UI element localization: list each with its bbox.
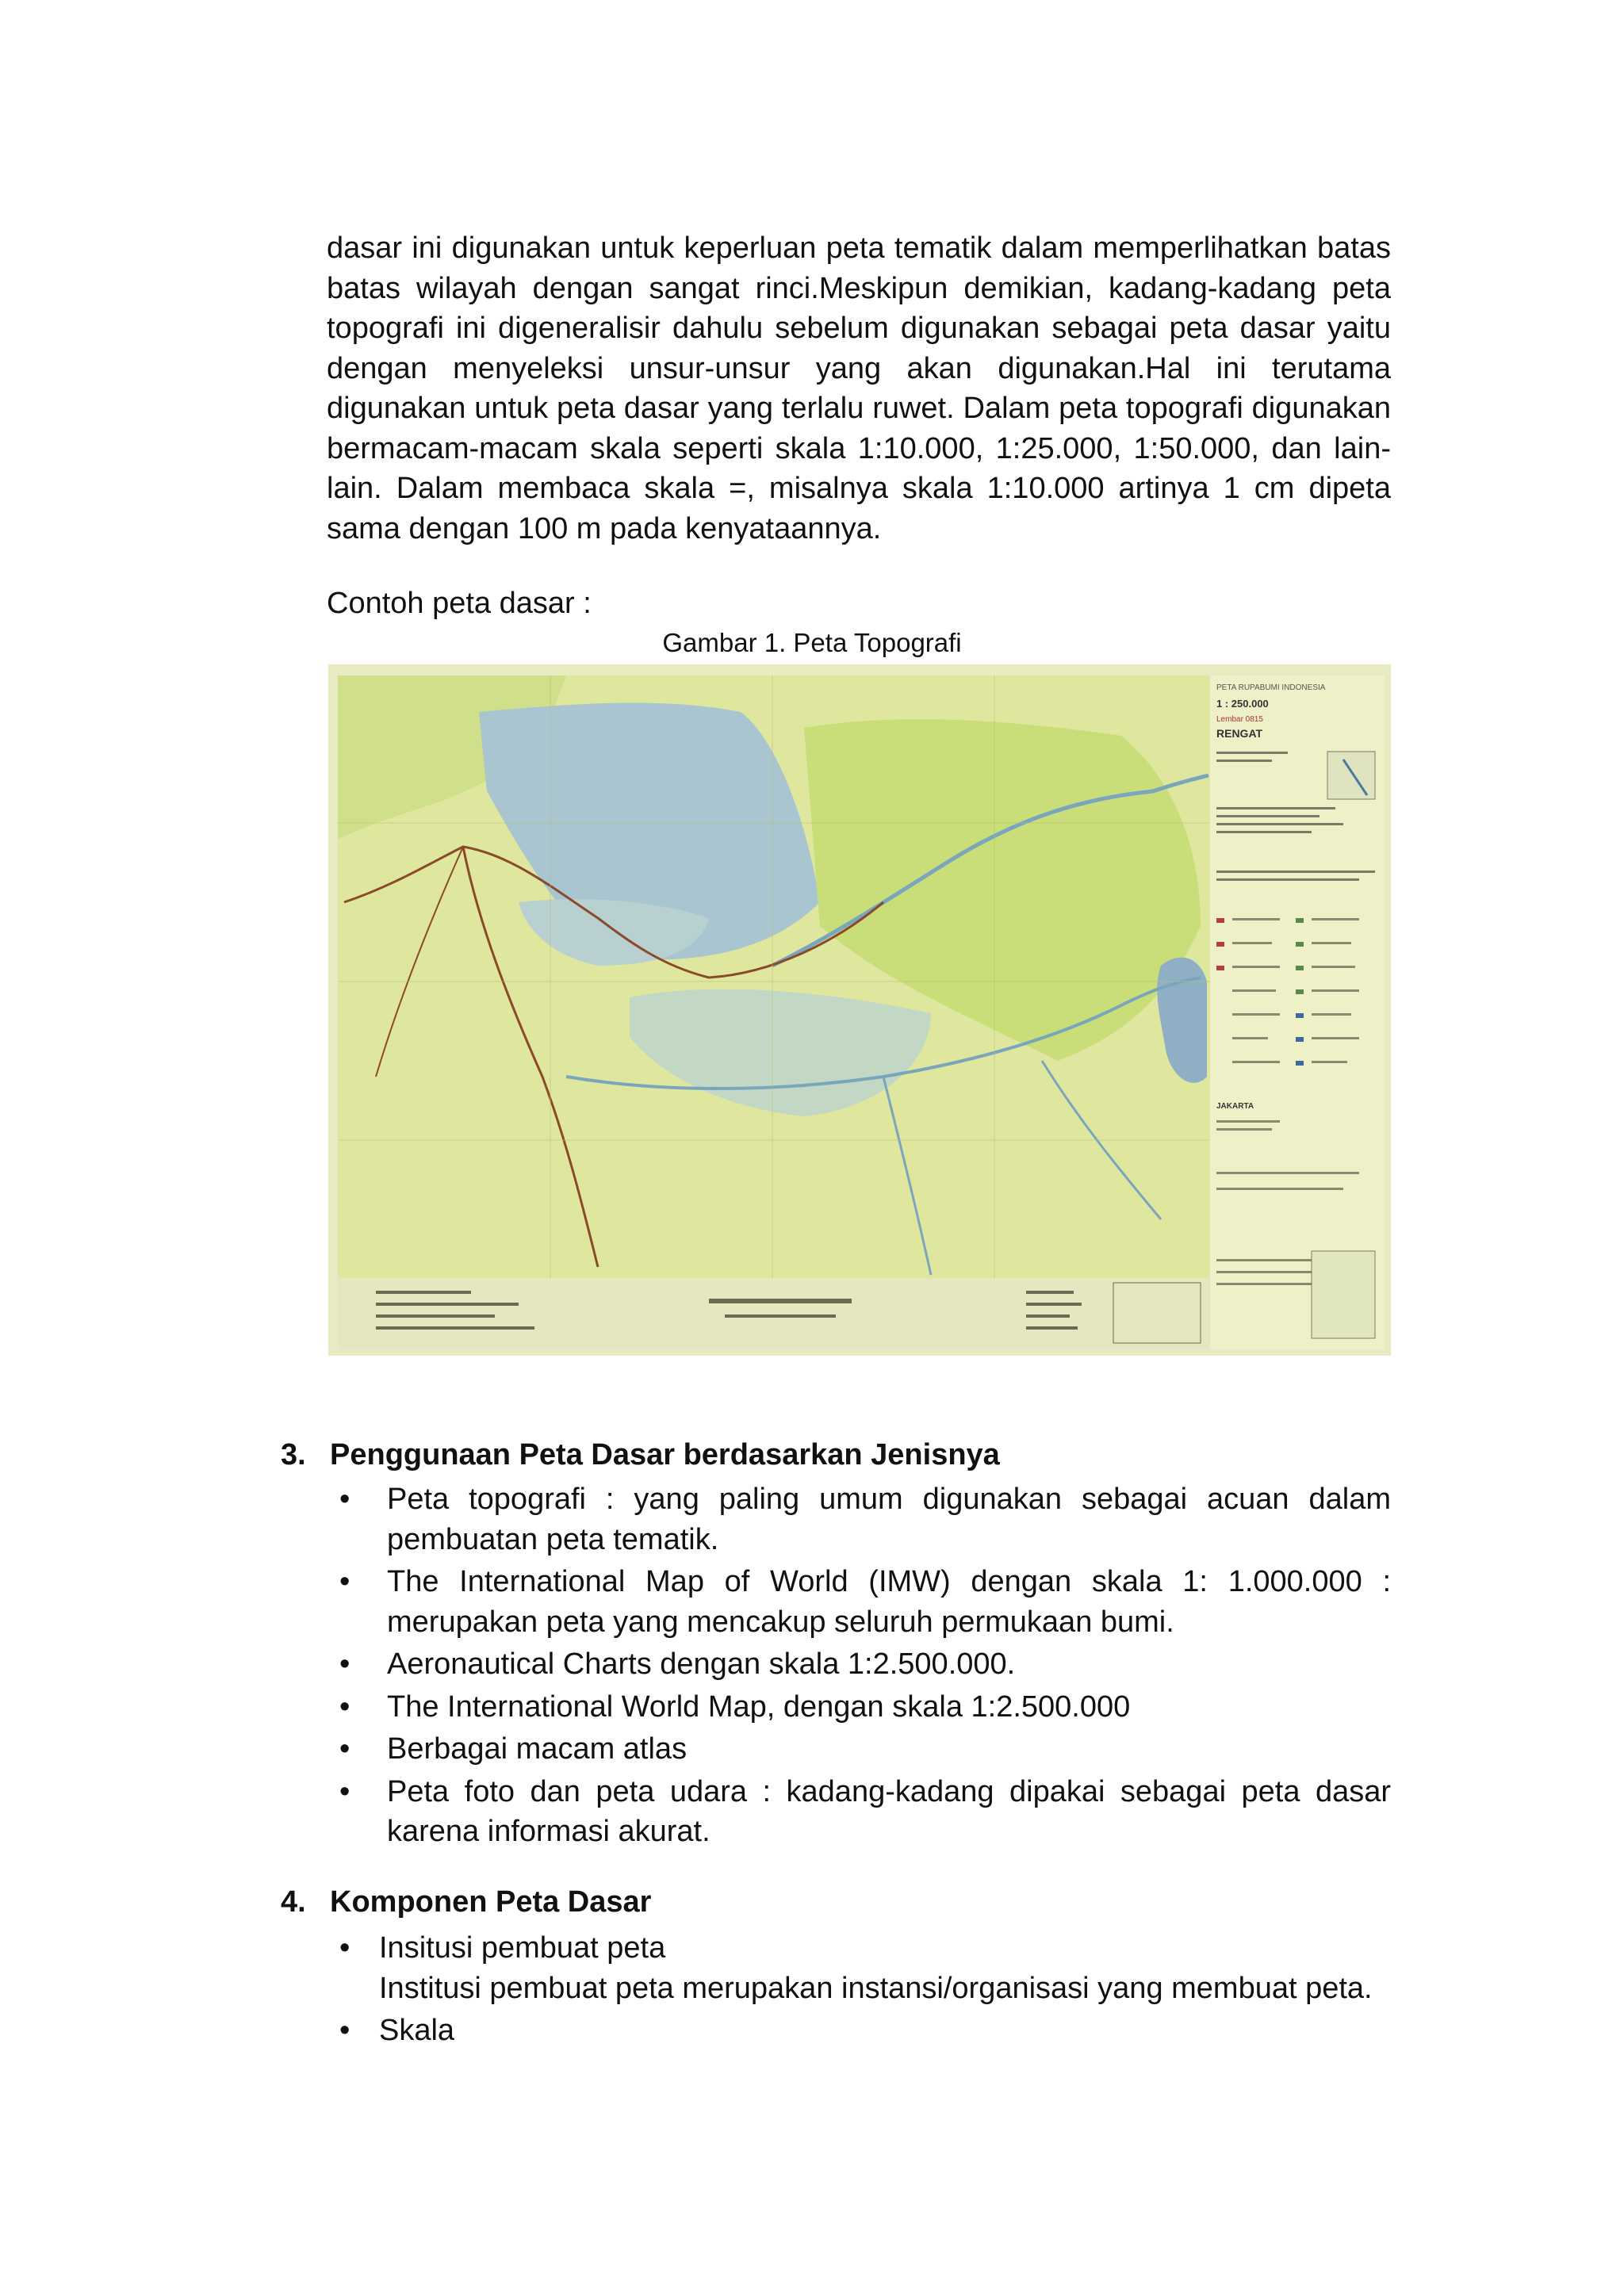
- topographic-map-image: [328, 664, 1391, 1356]
- bullet-icon: •: [339, 1565, 350, 1598]
- map-header: PETA RUPABUMI INDONESIA: [1216, 683, 1326, 692]
- list-item: [339, 1562, 1391, 1642]
- example-label: Contoh peta dasar :: [327, 587, 592, 620]
- list-item-title: Skala: [379, 2014, 455, 2047]
- section4-number: 4.: [281, 1885, 306, 1919]
- list-item-text: Peta foto dan peta udara : kadang-kadang dipakai sebagai peta dasar karena informasi akurat.: [387, 1774, 1391, 1848]
- section4-title: Komponen Peta Dasar: [330, 1885, 652, 1919]
- bullet-icon: •: [339, 1689, 350, 1724]
- list-item-text: Aeronautical Charts dengan skala 1:2.500.000.: [387, 1647, 1016, 1681]
- bullet-icon: •: [339, 1732, 350, 1766]
- section3-title: Penggunaan Peta Dasar berdasarkan Jenisnya: [330, 1438, 1000, 1471]
- list-item-text: Peta topografi : yang paling umum digunakan sebagai acuan dalam pembuatan peta tematik.: [387, 1483, 1391, 1556]
- list-item: [339, 2011, 1391, 2051]
- section3-heading: [281, 1438, 1000, 1472]
- bullet-icon: •: [339, 1647, 350, 1681]
- list-item: [339, 1479, 1391, 1559]
- section4-heading: [281, 1885, 651, 1919]
- section3-number: 3.: [281, 1438, 306, 1471]
- map-sheet-text: Lembar 0815: [1216, 715, 1263, 724]
- map-place-text: JAKARTA: [1216, 1102, 1254, 1111]
- list-item: [339, 1687, 1391, 1728]
- bullet-icon: •: [339, 1931, 350, 1965]
- list-item-text: The International Map of World (IMW) dengan skala 1: 1.000.000 : merupakan peta yang mencakup seluruh permukaan bumi.: [387, 1565, 1391, 1639]
- list-item-title: Insitusi pembuat peta: [379, 1931, 666, 1965]
- map-scale-text: 1 : 250.000: [1216, 698, 1269, 710]
- list-item: [339, 1644, 1391, 1685]
- bullet-icon: •: [339, 1774, 350, 1808]
- list-item-desc: Institusi pembuat peta merupakan instansi/organisasi yang membuat peta.: [379, 1971, 1373, 2005]
- section4-list: [339, 1928, 1391, 2053]
- list-item-text: The International World Map, dengan skala 1:2.500.000: [387, 1689, 1131, 1724]
- list-item-text: Berbagai macam atlas: [387, 1732, 688, 1766]
- bullet-icon: •: [339, 1483, 350, 1516]
- map-title-text: RENGAT: [1216, 727, 1263, 740]
- intro-paragraph: dasar ini digunakan untuk keperluan peta tematik dalam memperlihatkan batas batas wilayah dengan sangat rinci.Meskipun demikian, kadang-kadang peta topografi ini digeneralisir dahulu sebelum digunakan sebagai peta dasar yaitu dengan menyeleksi unsur-unsur yang akan digunakan.Hal ini terutama digunakan untuk peta dasar yang terlalu ruwet. Dalam peta topografi digunakan bermacam-macam skala seperti skala 1:10.000, 1:25.000, 1:50.000, dan lain-lain. Dalam membaca skala =, misalnya skala 1:10.000 artinya 1 cm dipeta sama dengan 100 m pada kenyataannya.: [327, 232, 1391, 545]
- list-item: [339, 1928, 1391, 2008]
- list-item: [339, 1772, 1391, 1852]
- figure-caption: Gambar 1. Peta Topografi: [662, 628, 962, 657]
- section3-list: [339, 1479, 1391, 1854]
- bullet-icon: •: [339, 2014, 350, 2047]
- list-item: [339, 1729, 1391, 1770]
